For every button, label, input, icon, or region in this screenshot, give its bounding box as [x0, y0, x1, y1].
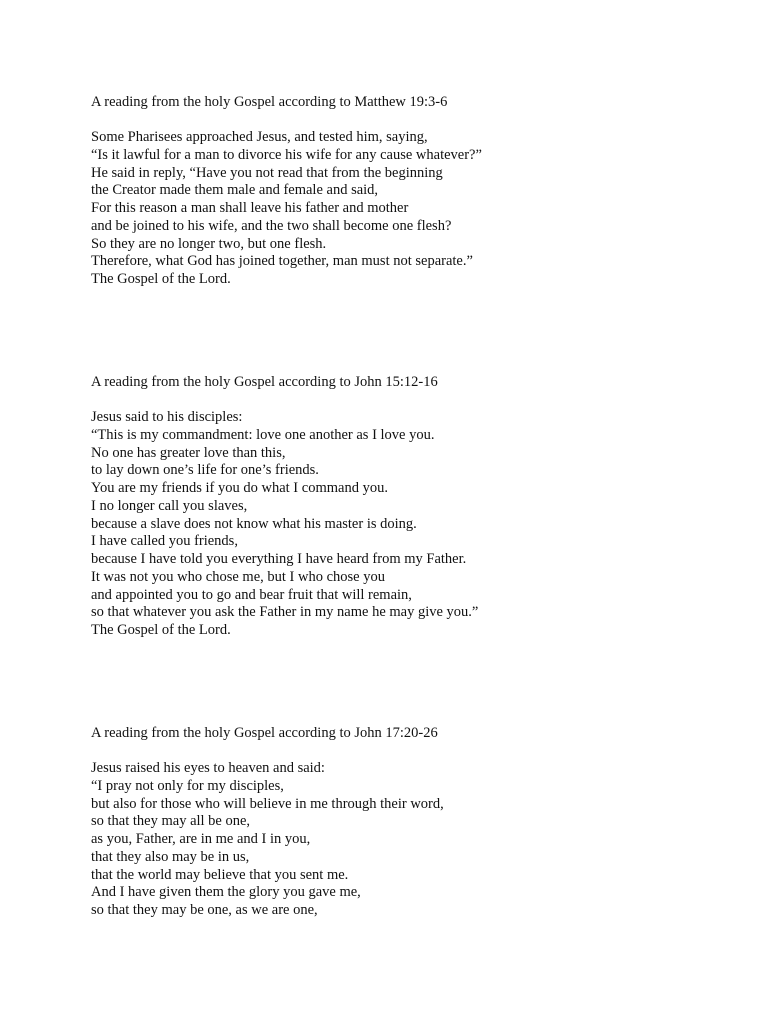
reading-line: that the world may believe that you sent me. [91, 866, 349, 883]
reading-line: so that they may all be one, [91, 813, 251, 830]
reading-matthew-19 [91, 93, 731, 289]
reading-closing: The Gospel of the Lord. [91, 271, 231, 287]
reading-line: I no longer call you slaves, [91, 497, 248, 514]
reading-body [91, 129, 731, 289]
reading-john-15 [91, 373, 731, 640]
reading-line: So they are no longer two, but one flesh. [91, 235, 327, 252]
reading-line: as you, Father, are in me and I in you, [91, 831, 311, 847]
reading-line: For this reason a man shall leave his father and mother [91, 200, 409, 216]
reading-line: that they also may be in us, [91, 848, 250, 865]
reading-line: and be joined to his wife, and the two shall become one flesh? [91, 217, 452, 234]
reading-line: He said in reply, “Have you not read that from the beginning [91, 164, 443, 181]
reading-heading: A reading from the holy Gospel according to John 17:20-26 [91, 725, 438, 741]
reading-line: to lay down one’s life for one’s friends. [91, 462, 319, 479]
reading-line: because a slave does not know what his master is doing. [91, 515, 417, 532]
reading-heading: A reading from the holy Gospel according to Matthew 19:3-6 [91, 94, 448, 110]
reading-closing: The Gospel of the Lord. [91, 622, 231, 638]
reading-heading: A reading from the holy Gospel according to John 15:12-16 [91, 374, 438, 390]
reading-body [91, 760, 731, 920]
reading-line: “This is my commandment: love one another as I love you. [91, 426, 435, 443]
reading-body [91, 409, 731, 640]
reading-line: because I have told you everything I have heard from my Father. [91, 551, 467, 567]
reading-line: Therefore, what God has joined together, man must not separate.” [91, 253, 473, 270]
reading-line: You are my friends if you do what I command you. [91, 480, 388, 496]
reading-line: It was not you who chose me, but I who chose you [91, 568, 385, 585]
reading-line: Some Pharisees approached Jesus, and tested him, saying, [91, 129, 428, 145]
reading-line: so that they may be one, as we are one, [91, 902, 318, 918]
reading-john-17 [91, 724, 731, 920]
reading-line: “I pray not only for my disciples, [91, 777, 284, 794]
reading-line: Jesus said to his disciples: [91, 409, 243, 425]
reading-line: and appointed you to go and bear fruit that will remain, [91, 586, 412, 603]
reading-line: but also for those who will believe in me through their word, [91, 795, 444, 812]
reading-line: I have called you friends, [91, 533, 238, 550]
reading-line: so that whatever you ask the Father in my name he may give you.” [91, 604, 479, 621]
reading-line: “Is it lawful for a man to divorce his wife for any cause whatever?” [91, 146, 482, 163]
reading-line: No one has greater love than this, [91, 444, 286, 461]
reading-line: And I have given them the glory you gave me, [91, 884, 361, 901]
reading-line: the Creator made them male and female and said, [91, 182, 379, 199]
reading-line: Jesus raised his eyes to heaven and said: [91, 760, 325, 776]
